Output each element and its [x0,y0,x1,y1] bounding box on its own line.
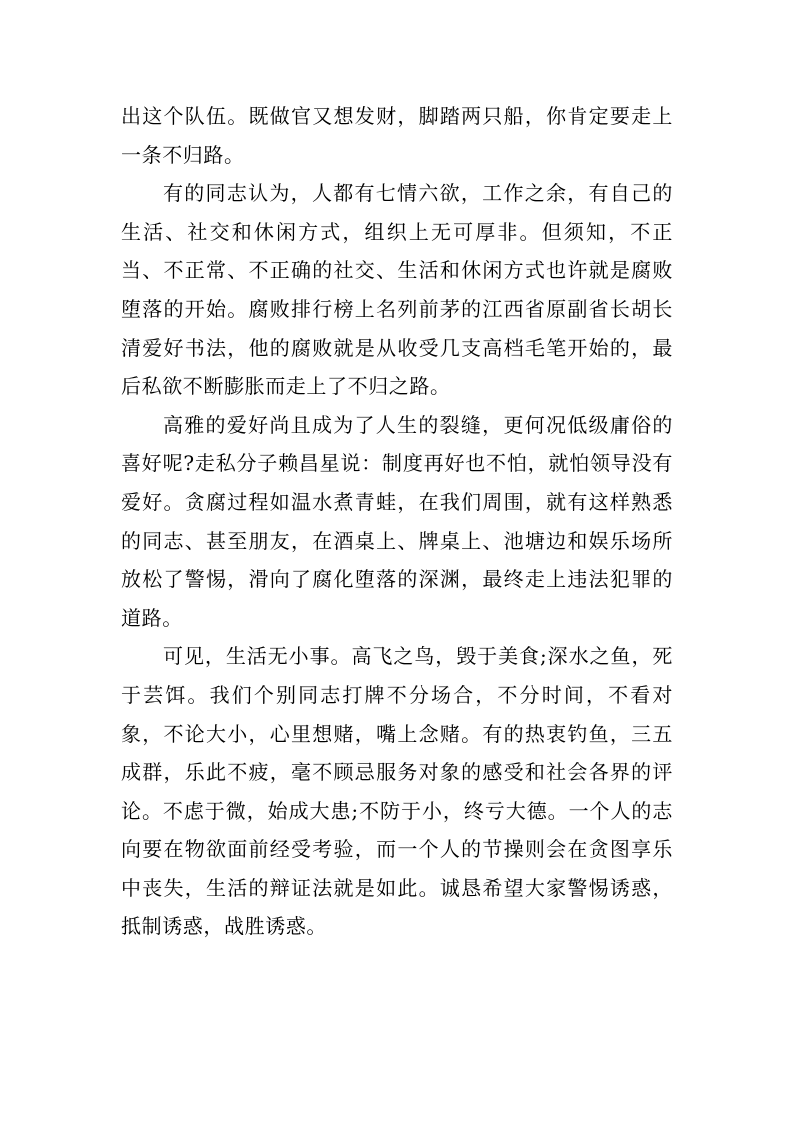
document-body [121,97,673,946]
paragraph-3: 高雅的爱好尚且成为了人生的裂缝，更何况低级庸俗的喜好呢?走私分子赖昌星说：制度再好也不怕，就怕领导没有爱好。贪腐过程如温水煮青蛙，在我们周围，就有这样熟悉的同志、甚至朋友，在酒桌上、牌桌上、池塘边和娱乐场所放松了警惕，滑向了腐化堕落的深渊，最终走上违法犯罪的道路。 [121,412,673,630]
paragraph-2: 有的同志认为，人都有七情六欲，工作之余，有自己的生活、社交和休闲方式，组织上无可厚非。但须知，不正当、不正常、不正确的社交、生活和休闲方式也许就是腐败堕落的开始。腐败排行榜上名列前茅的江西省原副省长胡长清爱好书法，他的腐败就是从收受几支高档毛笔开始的，最后私欲不断膨胀而走上了不归之路。 [121,181,673,399]
paragraph-1: 出这个队伍。既做官又想发财，脚踏两只船，你肯定要走上一条不归路。 [121,104,673,167]
paragraph-4: 可见，生活无小事。高飞之鸟，毁于美食;深水之鱼，死于芸饵。我们个别同志打牌不分场合，不分时间，不看对象，不论大小，心里想赌，嘴上念赌。有的热衷钓鱼，三五成群，乐此不疲，毫不顾忌服务对象的感受和社会各界的评论。不虑于微，始成大患;不防于小，终亏大德。一个人的志向要在物欲面前经受考验，而一个人的节操则会在贪图享乐中丧失，生活的辩证法就是如此。诚恳希望大家警惕诱惑，抵制诱惑，战胜诱惑。 [121,644,673,939]
